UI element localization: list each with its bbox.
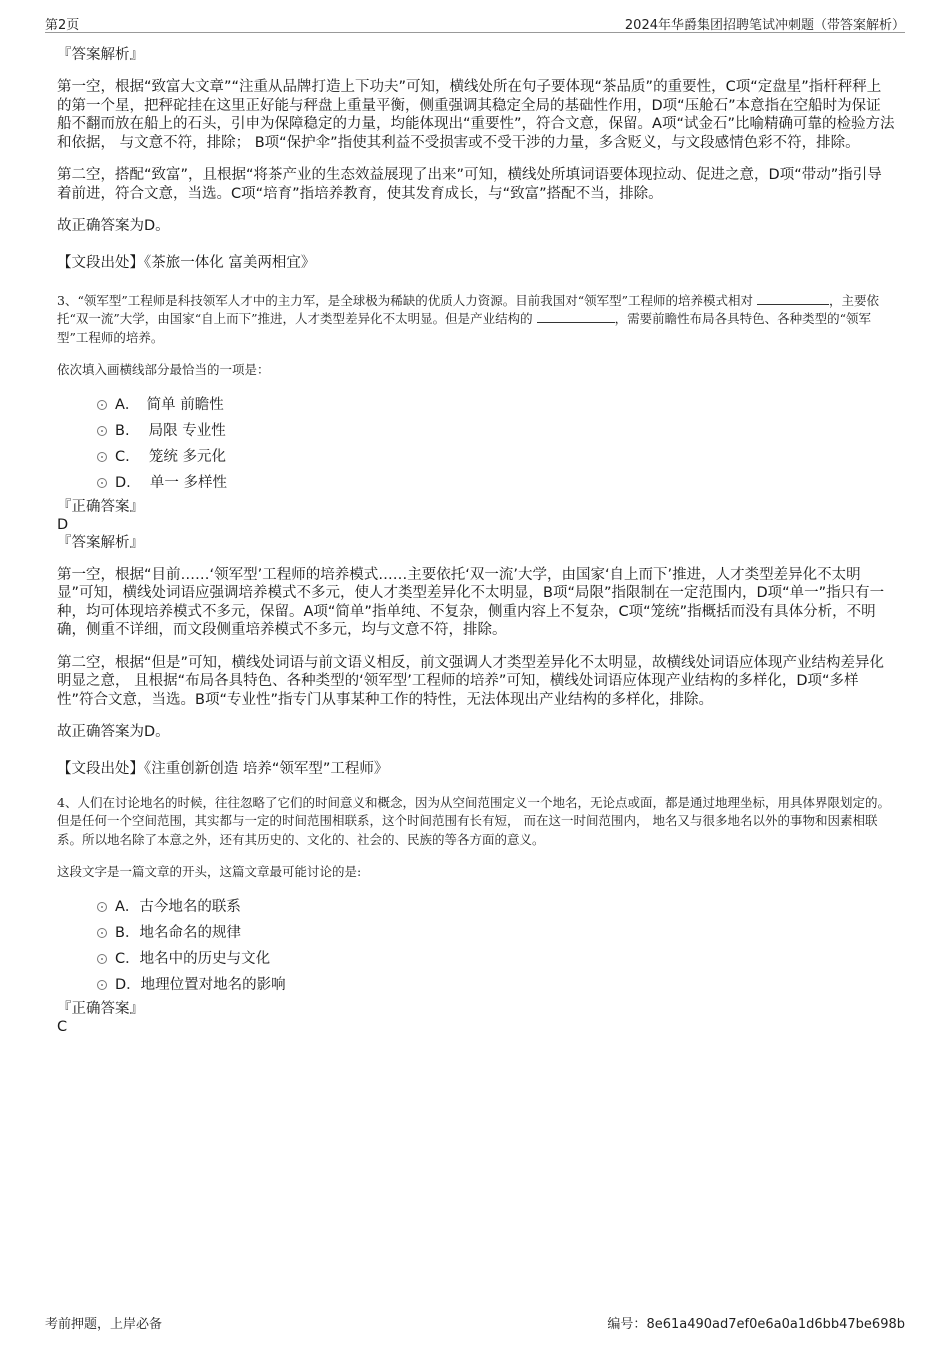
q4-prompt: 这段文字是一篇文章的开头，这篇文章最可能讨论的是: bbox=[57, 864, 362, 879]
q2-analysis-p1: 第一空，根据“致富大文章”“注重从品牌打造上下功夫”可知，横线处所在句子要体现“茶品质”的重要性，C项“定盘星”指杆秤秤上的第一个星，把秤砣挂在这里正好能与秤盘上重量平衡，侧重强调其稳定全局的基础性作用，D项“压舱石”本意指在空船时为保证船不翻而放在船上的石头，引申为保障稳定的力量，均能体现出“重要性”，符合文意，保留。A项“试金石”比喻精确可靠的检验方法和依据， 与文意不符，排除； B项“保护伞”指使其利益不受损害或不受干涉的力量，多含贬义，与文段感情色彩不符，排除。 bbox=[57, 79, 895, 151]
page-number: 第2页 bbox=[45, 18, 80, 33]
q3-analysis-p1: 第一空，根据“目前……‘领军型’工程师的培养模式……主要依托‘双一流’大学，由国家‘自上而下’推进，人才类型差异化不太明显”可知，横线处词语应强调培养模式不多元，使人才类型差异化不太明显，B项“局限”指限制在一定范围内，D项“单一”指只有一种，均可体现培养模式不多元，保留。A项“简单”指单纯、不复杂，侧重内容上不复杂，C项“笼统”指概括而没有具体分析，不明确，侧重不详细，而文段侧重培养模式不多元，均与文意不符，排除。 bbox=[57, 566, 885, 638]
q4-option-c-label: C．地名中的历史与文化 bbox=[115, 950, 271, 967]
radio-icon[interactable] bbox=[97, 400, 107, 410]
document-content bbox=[57, 46, 895, 1036]
footer-code-value: 8e61a490ad7ef0e6a0a1d6bb47be698b bbox=[646, 1317, 905, 1332]
q3-conclusion: 故正确答案为D。 bbox=[57, 724, 170, 740]
q4-option-b-label: B．地名命名的规律 bbox=[115, 924, 241, 941]
footer-slogan: 考前押题，上岸必备 bbox=[45, 1317, 163, 1332]
q3-answer: D bbox=[57, 516, 69, 533]
q3-text-a: 3、“领军型”工程师是科技领军人才中的主力军，是全球极为稀缺的优质人力资源。目前我国对“领军型”工程师的培养模式相对 bbox=[57, 292, 754, 308]
q2-analysis-p2: 第二空，搭配“致富”，且根据“将茶产业的生态效益展现了出来”可知，横线处所填词语要体现拉动、促进之意，D项“带动”指引导着前进，符合文意，当选。C项“培育”指培养教育，使其发育成长，与“致富”搭配不当，排除。 bbox=[57, 167, 882, 202]
page-header bbox=[45, 14, 905, 33]
q3-source: 【文段出处】《注重创新创造 培养“领军型”工程师》 bbox=[57, 760, 389, 777]
q3-prompt: 依次填入画横线部分最恰当的一项是： bbox=[57, 362, 270, 377]
q3-option-b-label: B. 局限 专业性 bbox=[115, 422, 226, 439]
radio-icon[interactable] bbox=[97, 928, 107, 938]
q3-text-c: ，需要前瞻性布局各具特色、各种类型的“领军型”工程师的培养。 bbox=[57, 311, 871, 345]
radio-icon[interactable] bbox=[97, 452, 107, 462]
q3-options bbox=[57, 392, 895, 496]
q4-option-a[interactable] bbox=[57, 894, 895, 920]
q2-source: 【文段出处】《茶旅一体化 富美两相宜》 bbox=[57, 254, 316, 271]
page-footer bbox=[45, 1313, 905, 1331]
radio-icon[interactable] bbox=[97, 902, 107, 912]
radio-icon[interactable] bbox=[97, 980, 107, 990]
q3-option-d-label: D. 单一 多样性 bbox=[115, 474, 227, 491]
q3-analysis-p2: 第二空，根据“但是”可知，横线处词语与前文语义相反，前文强调人才类型差异化不太明显，故横线处词语应体现产业结构差异化明显之意， 且根据“布局各具特色、各种类型的‘领军型’工程师的培养”可知，横线处词语应体现产业结构的多样化，D项“多样性”符合文意，当选。B项“专业性”指专门从事某种工作的特性，无法体现出产业结构的多样化，排除。 bbox=[57, 654, 885, 708]
q3-option-a[interactable] bbox=[57, 392, 895, 418]
q4-option-a-label: A．古今地名的联系 bbox=[115, 898, 241, 915]
q3-option-c-label: C. 笼统 多元化 bbox=[115, 448, 226, 465]
q4-answer: C bbox=[57, 1018, 68, 1035]
q4-option-d-label: D．地理位置对地名的影响 bbox=[115, 976, 286, 993]
q3-option-a-label: A． 简单 前瞻性 bbox=[115, 396, 224, 413]
radio-icon[interactable] bbox=[97, 954, 107, 964]
q3-question-text bbox=[57, 292, 895, 348]
q3-analysis-label: 『答案解析』 bbox=[57, 534, 144, 551]
q4-question-text: 4、人们在讨论地名的时候，往往忽略了它们的时间意义和概念，因为从空间范围定义一个地名，无论点或面，都是通过地理坐标，用具体界限划定的。但是任何一个空间范围，其实都与一定的时间范围相联系，这个时间范围有长有短， 而在这一时间范围内， 地名又与很多地名以外的事物和因素相联系。所以地名除了本意之外，还有其历史的、文化的、社会的、民族的等各方面的意义。 bbox=[57, 794, 890, 847]
q3-option-b[interactable] bbox=[57, 418, 895, 444]
document-title: 2024年华爵集团招聘笔试冲刺题（带答案解析） bbox=[624, 18, 905, 33]
q4-option-d[interactable] bbox=[57, 972, 895, 998]
radio-icon[interactable] bbox=[97, 426, 107, 436]
q3-blank-2 bbox=[537, 310, 615, 323]
q4-option-b[interactable] bbox=[57, 920, 895, 946]
q4-option-c[interactable] bbox=[57, 946, 895, 972]
q3-blank-1 bbox=[757, 292, 829, 305]
footer-code-label: 编号： bbox=[607, 1317, 647, 1332]
q4-options bbox=[57, 894, 895, 998]
q2-conclusion: 故正确答案为D。 bbox=[57, 218, 170, 234]
q2-analysis-label: 『答案解析』 bbox=[57, 47, 144, 63]
q3-option-d[interactable] bbox=[57, 470, 895, 496]
q3-option-c[interactable] bbox=[57, 444, 895, 470]
q3-text-b: ，主要依托“双一流”大学，由国家“自上而下”推进，人才类型差异化不太明显。但是产业结构的 bbox=[57, 292, 880, 326]
q4-answer-label: 『正确答案』 bbox=[57, 1000, 144, 1017]
footer-code bbox=[607, 1313, 905, 1332]
radio-icon[interactable] bbox=[97, 478, 107, 488]
q3-answer-label: 『正确答案』 bbox=[57, 498, 144, 515]
